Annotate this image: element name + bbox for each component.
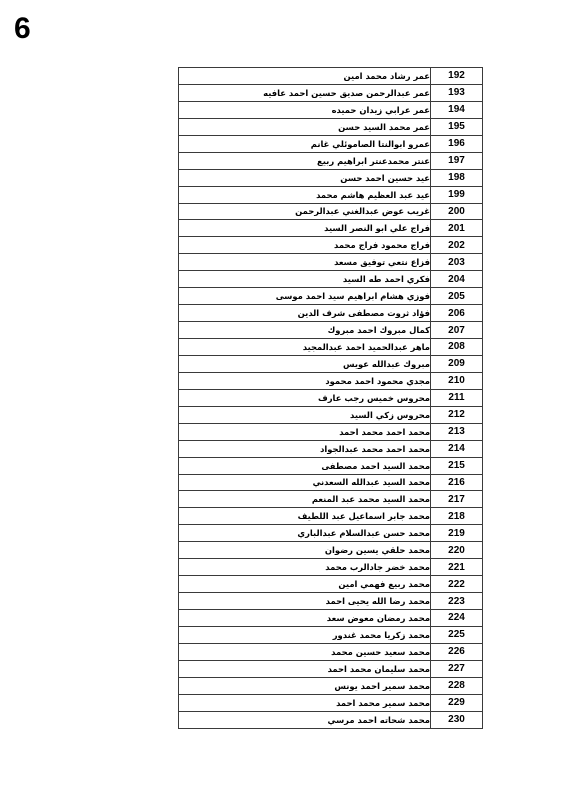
number-cell: 223: [431, 593, 483, 610]
name-cell: محمد حسن عبدالسلام عبدالباري: [179, 525, 431, 542]
number-cell: 226: [431, 643, 483, 660]
number-cell: 216: [431, 474, 483, 491]
table-row: [179, 288, 483, 305]
name-cell: محمد احمد محمد عبدالجواد: [179, 440, 431, 457]
name-cell: فؤاد ثروت مصطفى شرف الدين: [179, 305, 431, 322]
table-row: [179, 610, 483, 627]
number-cell: 229: [431, 694, 483, 711]
number-cell: 205: [431, 288, 483, 305]
name-cell: عمر عبدالرحمن صديق حسين احمد عافيه: [179, 84, 431, 101]
number-cell: 220: [431, 542, 483, 559]
table-row: [179, 457, 483, 474]
table-row: [179, 220, 483, 237]
number-cell: 202: [431, 237, 483, 254]
table-row: [179, 525, 483, 542]
number-cell: 212: [431, 406, 483, 423]
number-cell: 219: [431, 525, 483, 542]
number-cell: 193: [431, 84, 483, 101]
name-cell: فكري احمد طه السيد: [179, 271, 431, 288]
number-cell: 209: [431, 355, 483, 372]
names-table: [178, 67, 483, 729]
name-cell: عمرو ابوالنتا الصاموئلي غانم: [179, 135, 431, 152]
name-cell: عمر محمد السيد حسن: [179, 118, 431, 135]
table-row: [179, 711, 483, 728]
table-row: [179, 68, 483, 85]
table-row: [179, 237, 483, 254]
number-cell: 230: [431, 711, 483, 728]
number-cell: 217: [431, 491, 483, 508]
table-row: [179, 677, 483, 694]
name-cell: محمد سليمان محمد احمد: [179, 660, 431, 677]
name-cell: محمد السيد احمد مصطفى: [179, 457, 431, 474]
table-row: [179, 186, 483, 203]
name-cell: فوزي هشام ابراهيم سيد احمد موسى: [179, 288, 431, 305]
table-row: [179, 169, 483, 186]
name-cell: محروس خميس رجب عارف: [179, 389, 431, 406]
table-row: [179, 135, 483, 152]
number-cell: 228: [431, 677, 483, 694]
number-cell: 197: [431, 152, 483, 169]
number-cell: 227: [431, 660, 483, 677]
name-cell: مجدي محمود احمد محمود: [179, 372, 431, 389]
table-row: [179, 355, 483, 372]
table-row: [179, 542, 483, 559]
table-row: [179, 305, 483, 322]
table-row: [179, 84, 483, 101]
name-cell: غريب عوض عبدالغني عبدالرحمن: [179, 203, 431, 220]
name-cell: محمد جابر اسماعيل عبد اللطيف: [179, 508, 431, 525]
table-row: [179, 423, 483, 440]
table-row: [179, 626, 483, 643]
name-cell: محمد شحاته احمد مرسي: [179, 711, 431, 728]
name-cell: محمد زكريا محمد غندور: [179, 626, 431, 643]
page-number: 6: [14, 12, 31, 45]
number-cell: 213: [431, 423, 483, 440]
table-row: [179, 152, 483, 169]
table-row: [179, 322, 483, 339]
name-cell: محمد حلقي يسين رضوان: [179, 542, 431, 559]
number-cell: 195: [431, 118, 483, 135]
name-cell: عيد حسين احمد حسن: [179, 169, 431, 186]
name-cell: مبروك عبدالله عويس: [179, 355, 431, 372]
name-cell: محمد سمير احمد يونس: [179, 677, 431, 694]
name-cell: عمر رشاد محمد امين: [179, 68, 431, 85]
table-row: [179, 508, 483, 525]
name-cell: ماهر عبدالحميد احمد عبدالمجيد: [179, 339, 431, 356]
number-cell: 218: [431, 508, 483, 525]
number-cell: 201: [431, 220, 483, 237]
number-cell: 215: [431, 457, 483, 474]
names-table-body: [179, 68, 483, 729]
name-cell: محمد السيد محمد عبد المنعم: [179, 491, 431, 508]
number-cell: 196: [431, 135, 483, 152]
table-row: [179, 406, 483, 423]
number-cell: 214: [431, 440, 483, 457]
number-cell: 200: [431, 203, 483, 220]
name-cell: محمد رمضان معوض سعد: [179, 610, 431, 627]
number-cell: 207: [431, 322, 483, 339]
table-row: [179, 474, 483, 491]
table-row: [179, 339, 483, 356]
table-row: [179, 203, 483, 220]
table-row: [179, 643, 483, 660]
number-cell: 208: [431, 339, 483, 356]
number-cell: 199: [431, 186, 483, 203]
number-cell: 194: [431, 101, 483, 118]
number-cell: 224: [431, 610, 483, 627]
table-row: [179, 389, 483, 406]
number-cell: 192: [431, 68, 483, 85]
table-row: [179, 440, 483, 457]
name-cell: محمد رضا الله يحيى احمد: [179, 593, 431, 610]
table-row: [179, 372, 483, 389]
number-cell: 204: [431, 271, 483, 288]
table-row: [179, 593, 483, 610]
number-cell: 222: [431, 576, 483, 593]
number-cell: 206: [431, 305, 483, 322]
number-cell: 225: [431, 626, 483, 643]
table-row: [179, 559, 483, 576]
table-row: [179, 254, 483, 271]
name-cell: محمد سعيد حسين محمد: [179, 643, 431, 660]
name-cell: فراج علي ابو النصر السيد: [179, 220, 431, 237]
name-cell: محمد ربيع فهمي امين: [179, 576, 431, 593]
number-cell: 211: [431, 389, 483, 406]
name-cell: فزاع نتعي توفيق مسعد: [179, 254, 431, 271]
name-cell: محمد السيد عبدالله السعدني: [179, 474, 431, 491]
name-cell: عنتر محمدعنتر ابراهيم ربيع: [179, 152, 431, 169]
table-row: [179, 118, 483, 135]
table-row: [179, 576, 483, 593]
number-cell: 198: [431, 169, 483, 186]
table-row: [179, 660, 483, 677]
name-cell: عمر عرابي زيدان حميده: [179, 101, 431, 118]
table-row: [179, 694, 483, 711]
name-cell: محمد سمير محمد احمد: [179, 694, 431, 711]
number-cell: 203: [431, 254, 483, 271]
name-cell: فراج محمود فراج محمد: [179, 237, 431, 254]
name-cell: محروس زكي السيد: [179, 406, 431, 423]
name-cell: محمد خضر جادالرب محمد: [179, 559, 431, 576]
table-row: [179, 101, 483, 118]
table-row: [179, 271, 483, 288]
name-cell: عيد عبد العظيم هاشم محمد: [179, 186, 431, 203]
table-row: [179, 491, 483, 508]
number-cell: 210: [431, 372, 483, 389]
number-cell: 221: [431, 559, 483, 576]
name-cell: كمال مبروك احمد مبروك: [179, 322, 431, 339]
name-cell: محمد احمد محمد احمد: [179, 423, 431, 440]
